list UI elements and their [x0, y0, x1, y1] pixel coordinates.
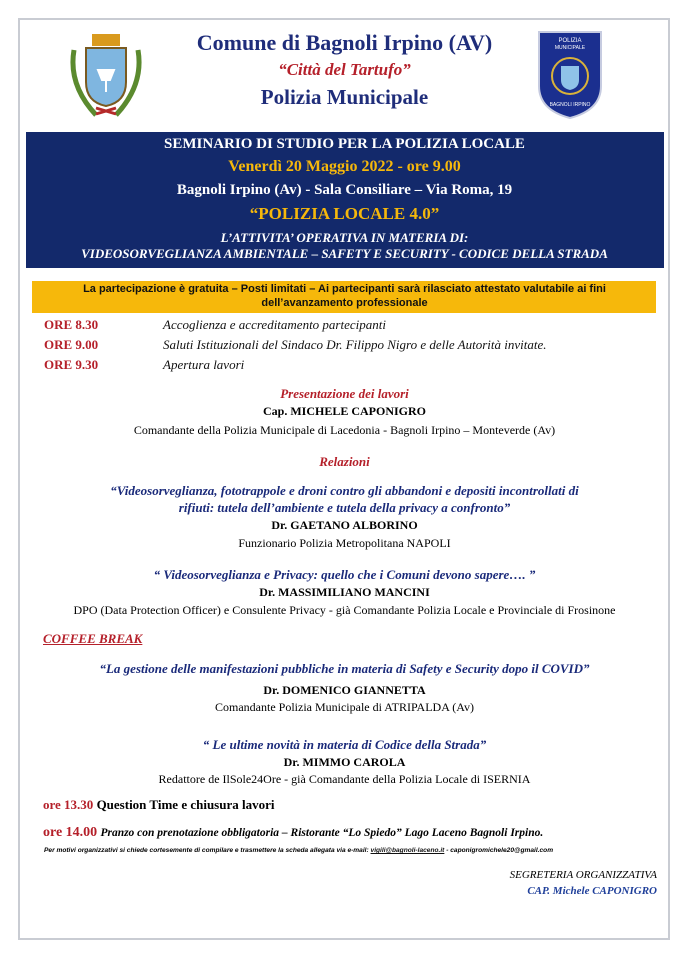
schedule-time: ORE 9.00 [44, 337, 99, 352]
svg-text:MUNICIPALE: MUNICIPALE [554, 45, 586, 51]
seminar-venue: Bagnoli Irpino (Av) - Sala Consiliare – Via Roma, 19 [176, 182, 513, 198]
speaker-name: Dr. DOMENICO GIANNETTA [263, 683, 426, 697]
closing-item [43, 797, 274, 813]
closing-desc: Pranzo con prenotazione obbligatoria – Ristorante “Lo Spiedo” Lago Laceno Bagnoli Irpino. [100, 827, 544, 839]
email-text: caponigromichele20@gmail.com [450, 847, 554, 854]
footnote [44, 847, 553, 854]
seminar-date: Venerdì 20 Maggio 2022 - ore 9.00 [228, 158, 461, 175]
seminar-subtitle-1: L’ATTIVITA’ OPERATIVA IN MATERIA DI: [220, 230, 469, 245]
notice-line-2: dell’avanzamento professionale [261, 297, 428, 309]
motto: “Città del Tartufo” [278, 60, 411, 79]
presentation-heading: Presentazione dei lavori [280, 386, 409, 401]
secretariat-label: SEGRETERIA ORGANIZZATIVA [509, 869, 657, 881]
email-link[interactable]: vigili@bagnoli-laceno.it [370, 847, 445, 854]
speaker-role: Redattore de IlSole24Ore - già Comandante della Polizia Locale di ISERNIA [158, 772, 531, 786]
department-title: Polizia Municipale [260, 85, 429, 109]
svg-text:BAGNOLI IRPINO: BAGNOLI IRPINO [549, 102, 591, 108]
secretariat-name: CAP. Michele CAPONIGRO [527, 885, 657, 897]
speaker-name: Dr. MIMMO CAROLA [283, 755, 406, 769]
speaker-name: Dr. GAETANO ALBORINO [271, 518, 418, 532]
schedule-desc: Saluti Istituzionali del Sindaco Dr. Filippo Nigro e delle Autorità invitate. [163, 337, 547, 352]
notice-line-1: La partecipazione è gratuita – Posti limitati – Ai partecipanti sarà rilasciato attestato valutabile ai fini [83, 283, 606, 295]
schedule-time: ORE 9.30 [44, 357, 99, 372]
relazioni-heading: Relazioni [319, 454, 370, 469]
seminar-subtitle-2: VIDEOSORVEGLIANZA AMBIENTALE – SAFETY E SECURITY - CODICE DELLA STRADA [81, 246, 608, 261]
speaker-role: Comandante della Polizia Municipale di Lacedonia - Bagnoli Irpino – Monteverde (Av) [133, 423, 556, 437]
coffee-break: COFFEE BREAK [43, 631, 143, 646]
speaker-name: Dr. MASSIMILIANO MANCINI [259, 585, 430, 599]
closing-item [43, 824, 543, 841]
seminar-line: SEMINARIO DI STUDIO PER LA POLIZIA LOCALE [164, 136, 525, 152]
schedule-desc: Accoglienza e accreditamento partecipanti [163, 317, 386, 332]
talk-title: “ Le ultime novità in materia di Codice della Strada” [202, 737, 487, 752]
talk-title: “ Videosorveglianza e Privacy: quello che i Comuni devono sapere…. ” [153, 567, 536, 582]
talk-title: rifiuti: tutela dell’ambiente e tutela della privacy a confronto” [178, 500, 511, 515]
svg-text:POLIZIA: POLIZIA [558, 38, 582, 44]
speaker-role: Comandante Polizia Municipale di ATRIPALDA (Av) [215, 700, 474, 714]
closing-desc: Question Time e chiusura lavori [96, 797, 275, 812]
talk-title: “Videosorveglianza, fototrappole e droni contro gli abbandoni e depositi incontrollati di [110, 483, 579, 498]
footnote-separator: - [444, 847, 451, 854]
talk-title: “La gestione delle manifestazioni pubbliche in materia di Safety e Security dopo il COVID” [99, 661, 590, 676]
schedule-desc: Apertura lavori [163, 357, 245, 372]
seminar-title: “POLIZIA LOCALE 4.0” [249, 204, 440, 223]
speaker-role: Funzionario Polizia Metropolitana NAPOLI [238, 536, 451, 550]
schedule-time: ORE 8.30 [44, 317, 99, 332]
closing-time: ore 14.00 [43, 825, 98, 840]
speaker-name: Cap. MICHELE CAPONIGRO [262, 404, 426, 418]
municipality-title: Comune di Bagnoli Irpino (AV) [196, 30, 493, 55]
closing-time: ore 13.30 [43, 797, 94, 812]
speaker-role: DPO (Data Protection Officer) e Consulente Privacy - già Comandante Polizia Locale e Provinciale di Frosinone [73, 603, 616, 617]
footnote-text: Per motivi organizzativi si chiede cortesemente di compilare e trasmettere la scheda allegata via e-mail: [44, 847, 371, 854]
